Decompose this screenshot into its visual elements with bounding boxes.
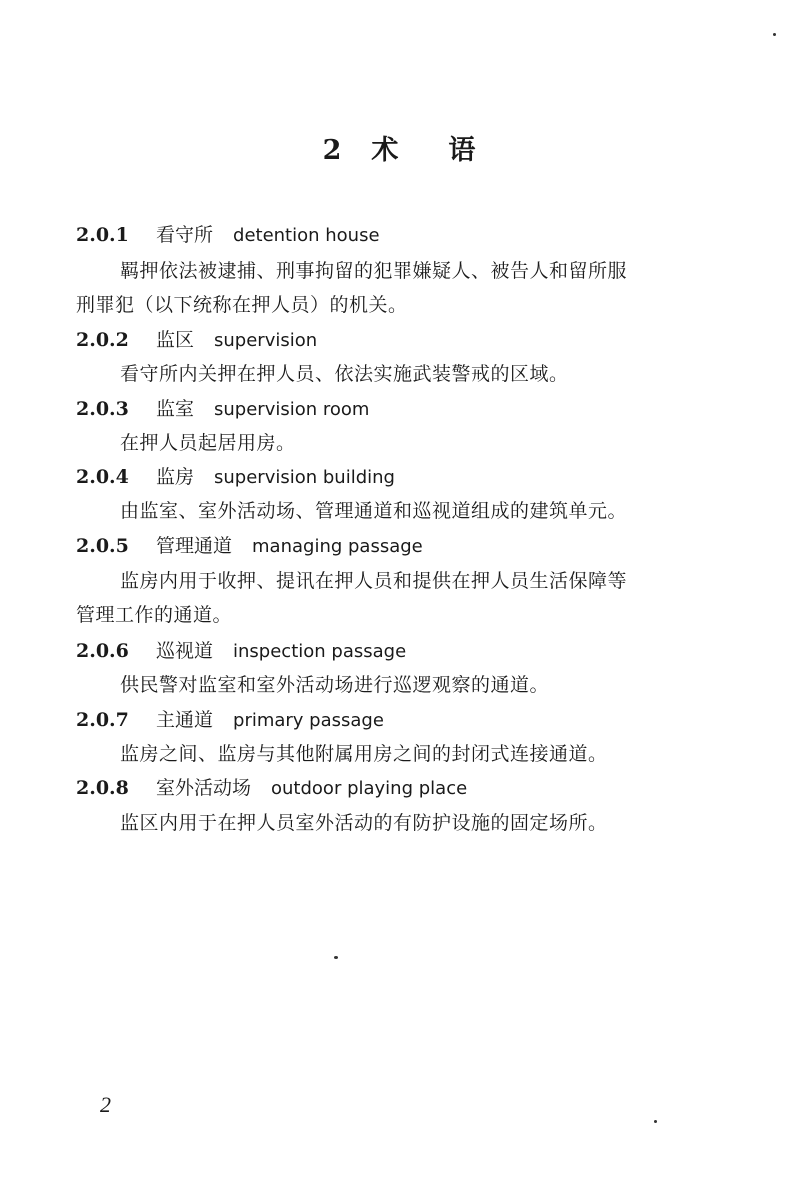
term-definition-line: 监区内用于在押人员室外活动的有防护设施的固定场所。: [120, 812, 608, 834]
term-code: 2.0.3: [76, 398, 129, 420]
term-heading: [76, 636, 406, 663]
term-english: inspection passage: [233, 641, 407, 662]
term-code: 2.0.5: [76, 535, 129, 557]
term-chinese: 看守所: [156, 224, 214, 246]
term-heading: [76, 220, 380, 247]
term-code: 2.0.1: [76, 224, 129, 246]
term-english: supervision building: [214, 467, 395, 488]
term-code: 2.0.4: [76, 466, 129, 488]
term-definition-line: 监房内用于收押、提讯在押人员和提供在押人员生活保障等: [120, 570, 628, 592]
term-chinese: 室外活动场: [156, 777, 252, 799]
scan-speck: [334, 956, 338, 959]
term-definition-line: 监房之间、监房与其他附属用房之间的封闭式连接通道。: [120, 743, 608, 765]
term-heading: [76, 325, 317, 352]
section-title-word-2: 语: [448, 135, 478, 166]
scan-speck: [654, 1120, 657, 1123]
term-chinese: 管理通道: [156, 535, 233, 557]
term-english: primary passage: [233, 710, 384, 731]
term-code: 2.0.6: [76, 640, 129, 662]
term-chinese: 巡视道: [156, 640, 214, 662]
term-heading: [76, 394, 369, 421]
term-definition-line: 供民警对监室和室外活动场进行巡逻观察的通道。: [120, 674, 550, 696]
term-heading: [76, 773, 467, 800]
term-english: supervision room: [214, 399, 370, 420]
term-definition-line: 羁押依法被逮捕、刑事拘留的犯罪嫌疑人、被告人和留所服: [120, 260, 628, 282]
term-chinese: 监房: [156, 466, 195, 488]
section-title-word-1: 术: [371, 135, 401, 166]
term-definition-line: 在押人员起居用房。: [120, 432, 296, 454]
term-definition-line: 看守所内关押在押人员、依法实施武装警戒的区域。: [120, 363, 569, 385]
scan-speck: [773, 33, 776, 36]
term-code: 2.0.8: [76, 777, 129, 799]
term-heading: [76, 462, 395, 489]
term-definition-line: 由监室、室外活动场、管理通道和巡视道组成的建筑单元。: [120, 500, 628, 522]
term-english: supervision: [214, 330, 318, 351]
term-definition-line: 管理工作的通道。: [76, 604, 233, 626]
term-english: detention house: [233, 225, 380, 246]
term-code: 2.0.2: [76, 329, 129, 351]
term-definition-line: 刑罪犯（以下统称在押人员）的机关。: [76, 294, 408, 316]
term-chinese: 主通道: [156, 709, 214, 731]
term-chinese: 监室: [156, 398, 195, 420]
page-number: 2: [100, 1092, 111, 1117]
section-number: 2: [322, 135, 344, 166]
term-heading: [76, 531, 423, 558]
section-title: [0, 128, 800, 167]
term-chinese: 监区: [156, 329, 195, 351]
term-heading: [76, 705, 384, 732]
term-code: 2.0.7: [76, 709, 129, 731]
term-english: managing passage: [252, 536, 423, 557]
term-english: outdoor playing place: [271, 778, 468, 799]
